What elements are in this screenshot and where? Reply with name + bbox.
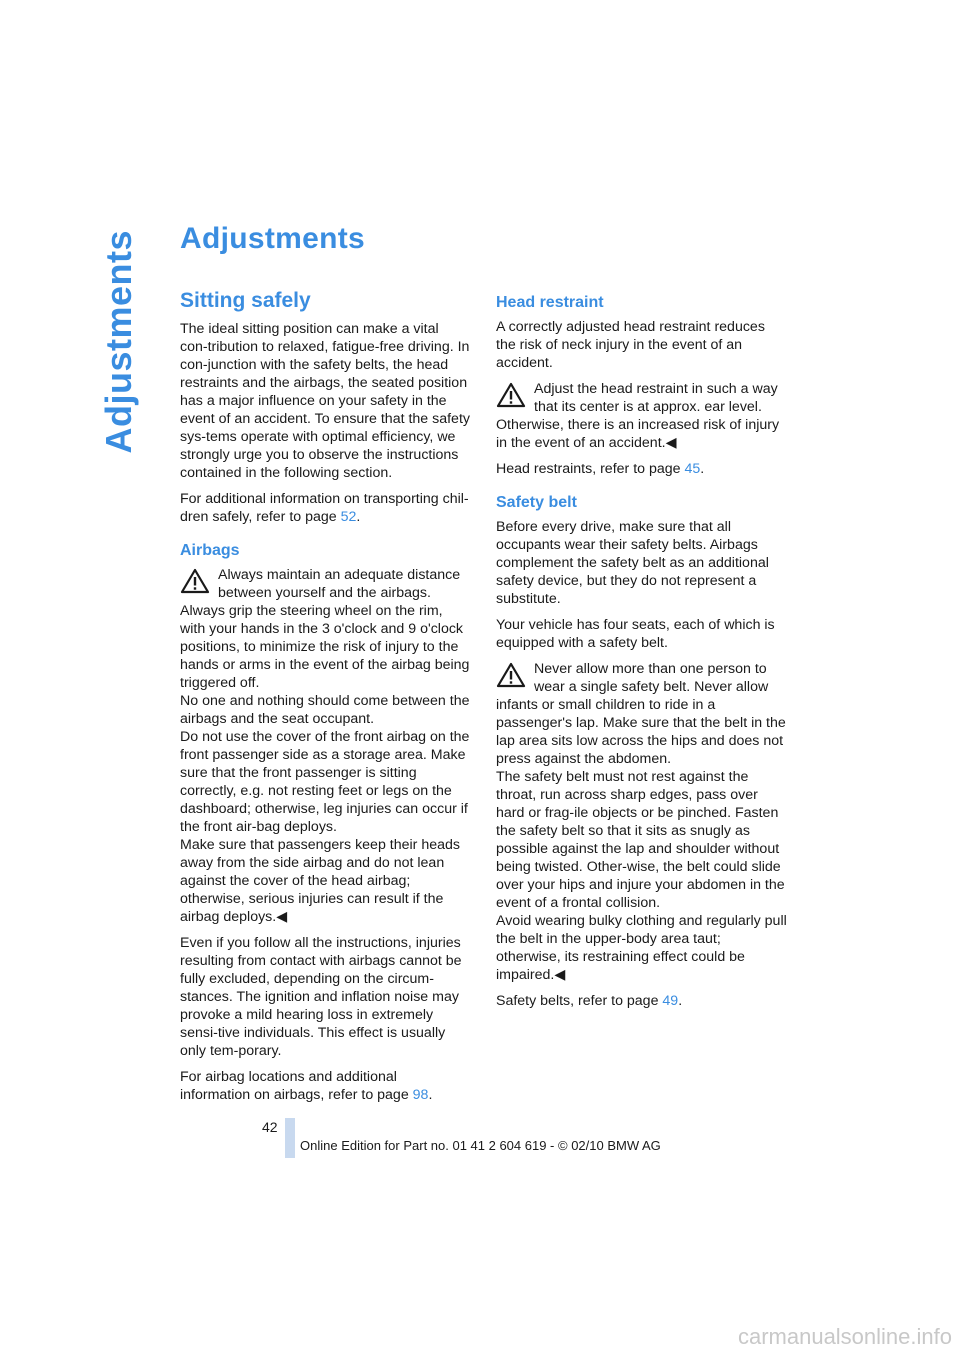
warning-text: Adjust the head restraint in such a way that its center is at approx. ear level. Otherwise, there is an increased risk of injury in the event of an accident.◀ bbox=[496, 381, 780, 451]
airbag-warning bbox=[180, 566, 470, 926]
head-restraint-paragraph: A correctly adjusted head restraint reduces the risk of neck injury in the event of an accident. bbox=[496, 319, 765, 371]
left-column bbox=[180, 289, 470, 1112]
warning-triangle-icon bbox=[496, 662, 526, 688]
child-transport-paragraph: For additional information on transporting chil-dren safely, refer to page 52. bbox=[180, 491, 469, 525]
page-number: 42 bbox=[262, 1119, 278, 1135]
subheading-safety-belt: Safety belt bbox=[496, 494, 577, 511]
warning-text: Always maintain an adequate distance between yourself and the airbags. Always grip the steering wheel on the rim, with your hands in the 3 o'clock and 9 o'clock positions, to minimize the risk of injury to the hands or arms in the event of the airbag being triggered off. bbox=[180, 567, 470, 691]
head-restraint-reference: Head restraints, refer to page 45. bbox=[496, 461, 705, 477]
section-heading-sitting-safely: Sitting safely bbox=[180, 289, 311, 312]
intro-paragraph: The ideal sitting position can make a vital con-tribution to relaxed, fatigue-free driving. In con-junction with the safety belts, the head restraints and the airbags, the seated position has a major influence on your safety in the event of an accident. To ensure that the safety sys-tems operate with optimal efficiency, we strongly urge you to observe the instructions contained in the following section. bbox=[180, 321, 470, 481]
head-restraint-warning bbox=[496, 380, 788, 452]
page-title: Adjustments bbox=[180, 222, 365, 255]
footer-accent-bar bbox=[285, 1118, 295, 1158]
warning-text: Never allow more than one person to wear a single safety belt. Never allow infants or small children to ride in a passenger's lap. Make sure that the belt in the lap area sits low across the hips and does not press against the abdomen. bbox=[496, 661, 786, 767]
warning-text: The safety belt must not rest against the throat, run across sharp edges, pass over hard or frag-ile objects or be pinched. Fasten the safety belt so that it sits as snugly as possible against the lap and shoulder without being twisted. Other-wise, the belt could slide over your hips and injure your abdomen in the event of a frontal collision. bbox=[496, 769, 785, 911]
page-link-45[interactable]: 45 bbox=[684, 461, 701, 477]
subheading-airbags: Airbags bbox=[180, 542, 240, 559]
page-link-98[interactable]: 98 bbox=[412, 1087, 429, 1103]
safety-belt-paragraph: Before every drive, make sure that all occupants wear their safety belts. Airbags complement the safety belt as an additional safety device, but they do not represent a substitute. bbox=[496, 519, 769, 607]
warning-text: No one and nothing should come between the airbags and the seat occupant. bbox=[180, 693, 470, 727]
page-link-52[interactable]: 52 bbox=[340, 509, 357, 525]
airbag-locations-paragraph: For airbag locations and additional information on airbags, refer to page 98. bbox=[180, 1069, 433, 1103]
injuries-paragraph: Even if you follow all the instructions, injuries resulting from contact with airbags cannot be fully excluded, depending on the circum-stances. The ignition and inflation noise may provoke a mild hearing loss in extremely sensi-tive individuals. This effect is usually only tem-porary. bbox=[180, 935, 462, 1059]
safety-belt-reference: Safety belts, refer to page 49. bbox=[496, 993, 683, 1009]
edition-footer: Online Edition for Part no. 01 41 2 604 619 - © 02/10 BMW AG bbox=[300, 1138, 661, 1153]
side-tab-label: Adjustments bbox=[98, 230, 139, 454]
right-column bbox=[496, 292, 788, 1018]
warning-triangle-icon bbox=[180, 568, 210, 594]
warning-text: Avoid wearing bulky clothing and regularly pull the belt in the upper-body area taut; otherwise, its restraining effect could be impaired.◀ bbox=[496, 913, 787, 983]
warning-text: Make sure that passengers keep their heads away from the side airbag and do not lean against the cover of the head airbag; otherwise, serious injuries can result if the airbag deploys.◀ bbox=[180, 837, 460, 925]
subheading-head-restraint: Head restraint bbox=[496, 294, 604, 311]
warning-text: Do not use the cover of the front airbag on the front passenger side as a storage area. Make sure that the front passenger is sitting correctly, e.g. not resting feet or legs on the dashboard; otherwise, leg injuries can occur if the front air-bag deploys. bbox=[180, 729, 470, 835]
warning-triangle-icon bbox=[496, 382, 526, 408]
seats-paragraph: Your vehicle has four seats, each of which is equipped with a safety belt. bbox=[496, 617, 775, 651]
safety-belt-warning bbox=[496, 660, 788, 984]
watermark: carmanualsonline.info bbox=[737, 1324, 952, 1349]
page-link-49[interactable]: 49 bbox=[662, 993, 679, 1009]
